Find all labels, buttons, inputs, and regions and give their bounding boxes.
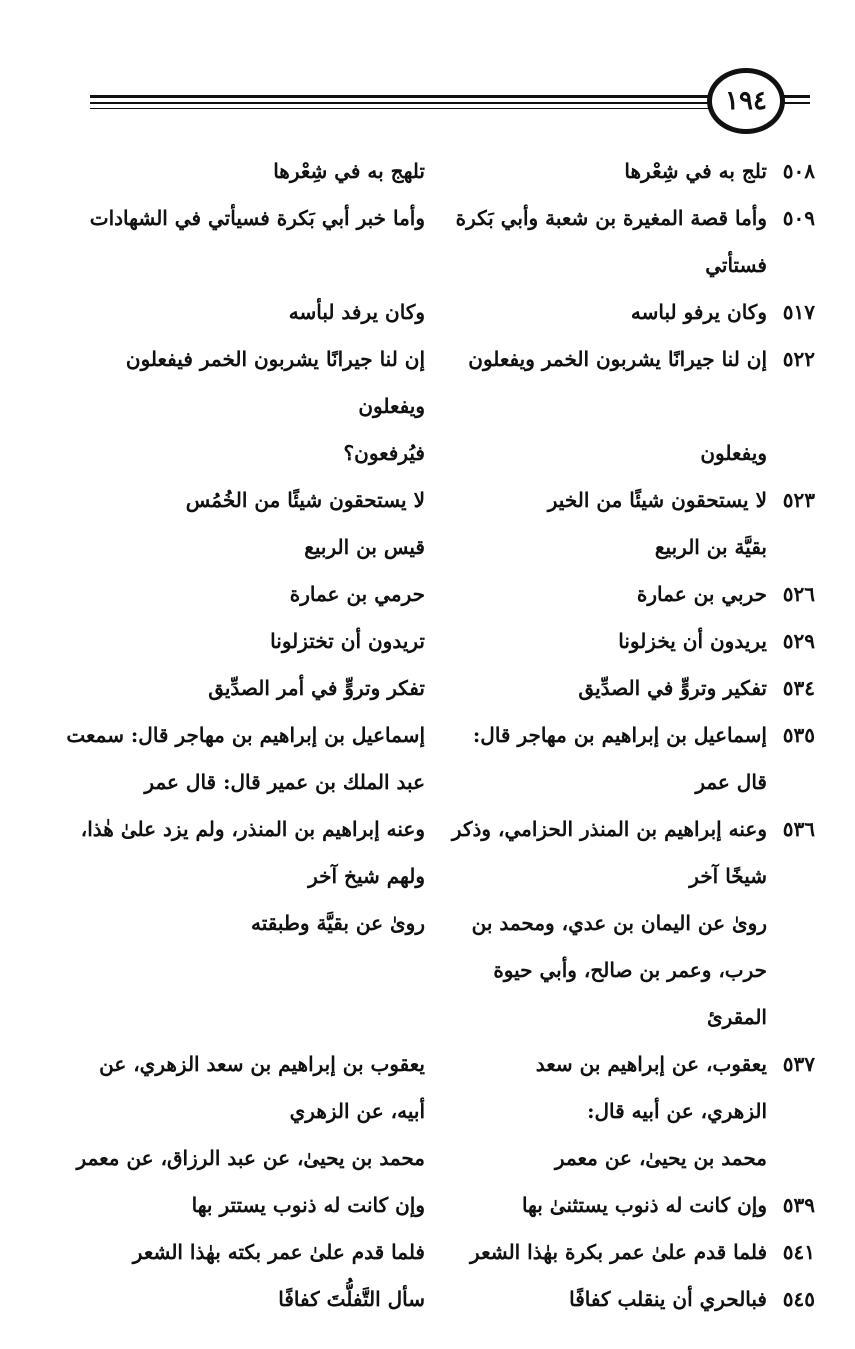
- correct-text: تفكر وتروٍّ في أمر الصدِّيق: [208, 676, 425, 700]
- table-row: [70, 289, 815, 336]
- correct-text: تريدون أن تختزلونا: [270, 629, 425, 653]
- correct-text: وعنه إبراهيم بن المنذر، ولم يزد علىٰ هٰذا،: [80, 817, 425, 841]
- wrong-text: يريدون أن يخزلونا: [618, 629, 767, 653]
- correct-text: وأما خبر أبي بَكرة فسيأتي في الشهادات: [89, 206, 425, 230]
- header-rule: [782, 95, 810, 98]
- correct-text: يعقوب بن إبراهيم بن سعد الزهري، عن: [99, 1052, 425, 1076]
- correct-text: قيس بن الربيع: [304, 535, 425, 559]
- table-row: [70, 900, 815, 947]
- correct-text: ولهم شيخ آخر: [308, 864, 425, 888]
- wrong-text: إسماعيل بن إبراهيم بن مهاجر قال:: [472, 723, 767, 747]
- table-row: [70, 524, 815, 571]
- wrong-text: وإن كانت له ذنوب يستثنىٰ بها: [521, 1193, 767, 1217]
- header-rule: [90, 108, 713, 109]
- table-row: [70, 336, 815, 430]
- correct-text: إن لنا جيرانًا يشربون الخمر فيفعلون ويفعلون: [125, 347, 425, 418]
- row-number: ٥٢٩: [782, 629, 815, 653]
- correct-text: فيُرفعون؟: [343, 441, 425, 465]
- row-number: ٥٣٧: [782, 1052, 815, 1076]
- wrong-text: بقيَّة بن الربيع: [654, 535, 767, 559]
- wrong-text: فلما قدم علىٰ عمر بكرة بهٰذا الشعر: [470, 1240, 767, 1264]
- table-row: [70, 759, 815, 806]
- row-number: ٥٠٨: [782, 159, 815, 183]
- correct-text: أبيه، عن الزهري: [289, 1099, 425, 1123]
- correct-text: فلما قدم علىٰ عمر بكته بهٰذا الشعر: [132, 1240, 425, 1264]
- table-row: [70, 1041, 815, 1088]
- wrong-text: ويفعلون: [700, 441, 767, 465]
- table-row: [70, 1088, 815, 1135]
- page-header: [90, 68, 812, 138]
- row-number: ٥٣٦: [782, 817, 815, 841]
- row-number: ٥٣٥: [782, 723, 815, 747]
- wrong-text: محمد بن يحيىٰ، عن معمر: [554, 1146, 767, 1170]
- table-row: [70, 571, 815, 618]
- wrong-text: فبالحري أن ينقلب كفافًا: [569, 1287, 767, 1311]
- row-number: ٥٣٤: [782, 676, 815, 700]
- wrong-text: شيخًا آخر: [689, 864, 767, 888]
- table-row: [66, 712, 815, 759]
- table-row: [70, 477, 815, 524]
- table-row: [70, 853, 815, 900]
- errata-table: [66, 148, 815, 1323]
- table-row: [70, 1229, 815, 1276]
- header-rule: [90, 95, 713, 98]
- wrong-text: وأما قصة المغيرة بن شعبة وأبي بَكرة: [455, 206, 767, 230]
- table-row: [70, 618, 815, 665]
- table-row: [70, 665, 815, 712]
- wrong-text: يعقوب، عن إبراهيم بن سعد: [535, 1052, 767, 1076]
- table-row: [70, 947, 815, 1041]
- header-rule: [782, 102, 810, 104]
- table-row: [70, 806, 815, 853]
- page-number: ١٩٤: [707, 68, 785, 134]
- table-row: [70, 148, 815, 195]
- row-number: ٥٠٩: [782, 206, 815, 230]
- correct-text: وإن كانت له ذنوب يستتر بها: [191, 1193, 425, 1217]
- correct-text: وكان يرفد لبأسه: [288, 300, 425, 324]
- table-row: [70, 195, 815, 242]
- table-row: [70, 1182, 815, 1229]
- row-number: ٥٣٩: [782, 1193, 815, 1217]
- wrong-text: فستأتي: [705, 253, 767, 277]
- row-number: ٥٢٦: [782, 582, 815, 606]
- correct-text: إسماعيل بن إبراهيم بن مهاجر قال: سمعت: [66, 723, 425, 747]
- row-number: ٥٤٥: [782, 1287, 815, 1311]
- row-number: ٥١٧: [782, 300, 815, 324]
- wrong-text: وعنه إبراهيم بن المنذر الحزامي، وذكر: [451, 817, 767, 841]
- correct-text: تلهج به في شِعْرها: [273, 159, 425, 183]
- correct-text: عبد الملك بن عمير قال: قال عمر: [144, 770, 425, 794]
- row-number: ٥٢٣: [782, 488, 815, 512]
- header-rule: [90, 102, 713, 104]
- correct-text: محمد بن يحيىٰ، عن عبد الرزاق، عن معمر: [76, 1146, 425, 1170]
- correct-text: لا يستحقون شيئًا من الخُمُس: [185, 488, 425, 512]
- wrong-text: تفكير وتروٍّ في الصدِّيق: [578, 676, 767, 700]
- correct-text: حرمي بن عمارة: [289, 582, 425, 606]
- wrong-text: قال عمر: [695, 770, 767, 794]
- wrong-text: الزهري، عن أبيه قال:: [587, 1099, 767, 1123]
- wrong-text: روىٰ عن اليمان بن عدي، ومحمد بن: [471, 911, 767, 935]
- table-row: [70, 1135, 815, 1182]
- row-number: ٥٤١: [782, 1240, 815, 1264]
- wrong-text: حرب، وعمر بن صالح، وأبي حيوة المقرئ: [493, 958, 767, 1029]
- wrong-text: وكان يرفو لباسه: [630, 300, 767, 324]
- row-number: ٥٢٢: [782, 347, 815, 371]
- wrong-text: حربي بن عمارة: [636, 582, 767, 606]
- wrong-text: تلج به في شِعْرها: [624, 159, 767, 183]
- wrong-text: إن لنا جيرانًا يشربون الخمر ويفعلون: [468, 347, 767, 371]
- wrong-text: لا يستحقون شيئًا من الخير: [547, 488, 767, 512]
- table-row: [70, 430, 815, 477]
- table-row: [70, 1276, 815, 1323]
- correct-text: سأل التَّفلُّتَ كفافًا: [278, 1287, 425, 1311]
- correct-text: روىٰ عن بقيَّة وطبقته: [251, 911, 425, 935]
- table-row: [70, 242, 815, 289]
